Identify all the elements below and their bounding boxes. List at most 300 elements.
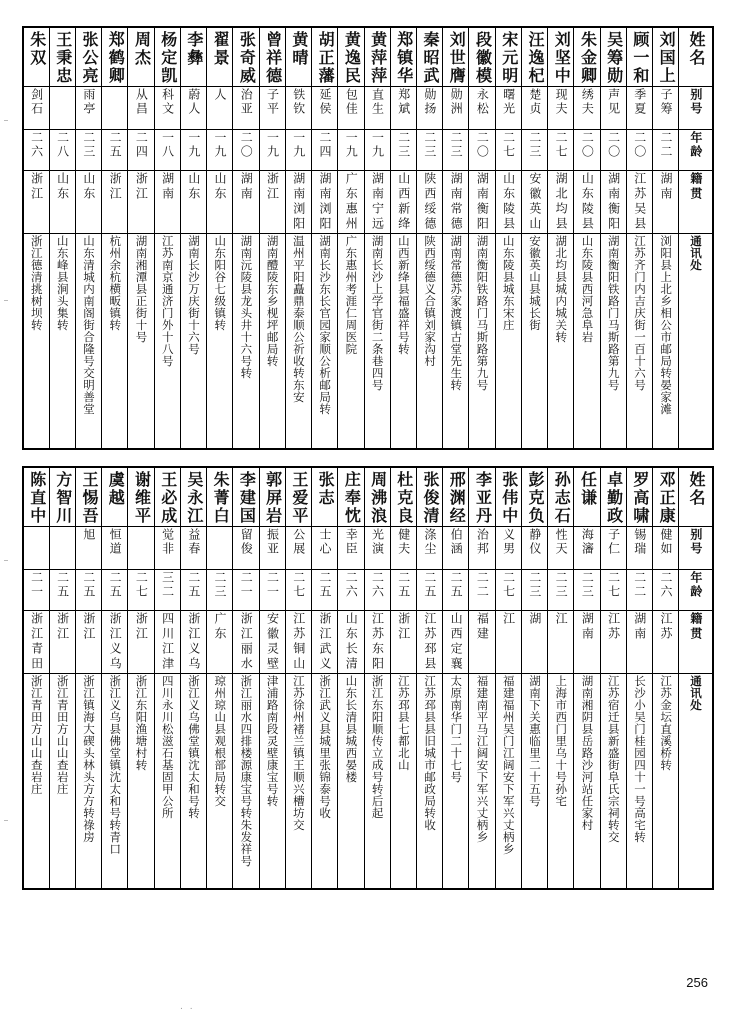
name-text: 谢维平 [132,471,152,525]
alias-text: 现夫 [554,88,569,116]
cell-name [574,467,600,527]
addr-text: 太原南华门二十七号 [449,675,464,783]
native-text: 湖南衡阳 [606,172,621,232]
cell-addr [600,234,626,450]
cell-alias [49,87,75,130]
cell-age [417,130,443,171]
cell-name [49,467,75,527]
native-text: 浙江武义 [317,612,332,672]
cell-alias [233,87,259,130]
cell-native [417,171,443,234]
name-text: 方智川 [53,471,73,525]
cell-age [75,130,101,171]
cell-addr [521,234,547,450]
cell-alias [574,527,600,570]
header-age [679,570,713,611]
native-text: 浙江 [134,612,149,642]
cell-native [49,171,75,234]
cell-alias [390,87,416,130]
roster-table-bottom [22,466,714,890]
cell-name [574,27,600,87]
age-text: 二五 [422,571,437,599]
age-text: 二五 [449,571,464,599]
name-text: 翟景 [211,31,231,67]
addr-text: 山东长清县城西晏楼 [344,675,359,783]
name-text: 吴筹勋 [604,31,624,85]
cell-age [207,130,233,171]
cell-name [233,27,259,87]
cell-age [390,570,416,611]
addr-text: 上海市西门里乌十号孙宅 [554,675,569,807]
name-text: 李建国 [237,471,257,525]
cell-addr [207,234,233,450]
cell-name [443,467,469,527]
alias-text: 性天 [554,528,569,556]
addr-text: 江苏邳县县旧城市邮政局转收 [423,675,438,831]
cell-age [443,570,469,611]
cell-addr [23,674,49,890]
native-text: 浙江义乌 [108,612,123,672]
cell-age [548,570,574,611]
cell-alias [285,87,311,130]
addr-text: 浙江武义县城里张锦泰号收 [318,675,333,819]
cell-name [207,27,233,87]
cell-native [600,611,626,674]
cell-alias [548,527,574,570]
cell-age [600,130,626,171]
name-text: 卓勤政 [604,471,624,525]
name-text: 王惕吾 [79,471,99,525]
age-text: 二〇 [632,131,647,159]
cell-name [417,467,443,527]
cell-age [338,130,364,171]
cell-alias [626,87,652,130]
cell-alias [102,87,128,130]
cell-addr [285,674,311,890]
cell-age [521,570,547,611]
age-text: 二〇 [239,131,254,159]
addr-text: 温州平阳矗鼎泰顺公祈收转东安 [291,235,306,403]
alias-text: 包佳 [344,88,359,116]
cell-addr [75,674,101,890]
addr-text: 山东峰县涧头集转 [55,235,70,331]
cell-name [23,467,49,527]
header-alias-text: 别号 [688,88,703,116]
cell-native [626,611,652,674]
cell-name [285,467,311,527]
name-text: 李亚丹 [473,471,493,525]
header-name-text: 姓名 [687,31,706,67]
age-text: 二三 [213,571,228,599]
cell-alias [338,527,364,570]
roster-row-alias [23,87,713,130]
cell-native [338,611,364,674]
cell-age [23,570,49,611]
addr-text: 湖南湘阴县岳路沙河站任家村 [580,675,595,831]
cell-alias [233,527,259,570]
native-text: 浙江 [29,172,44,202]
cell-name [521,467,547,527]
name-text: 虞越 [106,471,126,507]
cell-addr [469,234,495,450]
cell-addr [653,674,679,890]
name-text: 郑鹤卿 [106,31,126,85]
name-text: 刘世膺 [447,31,467,85]
native-text: 山东 [81,172,96,202]
name-text: 郭屏岩 [263,471,283,525]
cell-age [364,570,390,611]
alias-text: 勋扬 [422,88,437,116]
native-text: 江苏东阳 [370,612,385,672]
addr-text: 山东清城内南阁街合隆号交明善堂 [82,235,97,415]
cell-age [574,130,600,171]
native-text: 山东 [186,172,201,202]
age-text: 二四 [317,131,332,159]
cell-addr [417,674,443,890]
name-text: 任谦 [578,471,598,507]
cell-addr [49,234,75,450]
cell-alias [312,87,338,130]
cell-alias [653,527,679,570]
cell-name [469,27,495,87]
cell-native [154,611,180,674]
cell-addr [521,674,547,890]
age-text: 二四 [134,131,149,159]
addr-text: 浙江镇海大碶头林头方方转祿房 [82,675,97,843]
cell-age [548,130,574,171]
age-text: 二七 [291,571,306,599]
alias-text: 勋洲 [449,88,464,116]
cell-addr [102,234,128,450]
cell-addr [180,674,206,890]
addr-text: 湖南常德苏家渡镇古堂先生转 [449,235,464,391]
cell-native [128,171,154,234]
native-text: 四川江津 [160,612,175,672]
alias-text: 健夫 [396,528,411,556]
name-text: 吴永江 [184,471,204,525]
age-text: 二三 [81,131,96,159]
cell-addr [338,674,364,890]
cell-native [574,611,600,674]
cell-addr [653,234,679,450]
cell-native [417,611,443,674]
cell-name [128,467,154,527]
cell-alias [443,87,469,130]
age-text: 二五 [81,571,96,599]
name-text: 朱菁白 [211,471,231,525]
alias-text: 光演 [370,528,385,556]
cell-alias [128,87,154,130]
cell-alias [312,527,338,570]
roster-top-wrap [22,26,712,450]
native-text: 湖北均县 [554,172,569,232]
cell-name [259,467,285,527]
age-text: 二六 [344,571,359,599]
cell-alias [285,527,311,570]
cell-addr [574,234,600,450]
cell-addr [128,674,154,890]
age-text: 一八 [160,131,175,159]
cell-age [600,570,626,611]
addr-text: 福建南平马江阔安下军兴丈柄乡 [475,675,490,843]
cell-native [521,611,547,674]
addr-text: 湖南长沙东长官园家顺公析邮局转 [318,235,333,415]
name-text: 黄萍萍 [368,31,388,85]
cell-age [469,570,495,611]
name-text: 张俊清 [421,471,441,525]
roster-row-name [23,467,713,527]
age-text: 二五 [396,571,411,599]
header-age-text: 年龄 [688,131,703,159]
cell-alias [521,87,547,130]
cell-alias [207,87,233,130]
cell-alias [75,527,101,570]
cell-alias [23,527,49,570]
cell-native [364,171,390,234]
cell-addr [154,234,180,450]
name-text: 陈直中 [27,471,47,525]
alias-text: 子筹 [659,88,674,116]
cell-native [128,611,154,674]
header-native-text: 籍贯 [688,612,703,642]
cell-name [23,27,49,87]
roster-row-name [23,27,713,87]
spine-marks [0,0,12,1024]
cell-alias [259,527,285,570]
cell-native [285,171,311,234]
native-text: 江苏铜山 [291,612,306,672]
name-text: 朱双 [27,31,47,67]
alias-text: 蔚人 [186,88,201,116]
native-text: 山东长清 [344,612,359,672]
header-alias [679,87,713,130]
age-text: 二三 [554,571,569,599]
cell-alias [180,87,206,130]
cell-addr [469,674,495,890]
cell-name [548,27,574,87]
cell-native [600,171,626,234]
cell-native [102,171,128,234]
addr-text: 江苏齐门内吉庆街一百十六号 [632,235,647,391]
age-text: 二三 [527,131,542,159]
cell-native [312,171,338,234]
cell-native [180,171,206,234]
alias-text: 从昌 [134,88,149,116]
alias-text: 治邦 [475,528,490,556]
name-text: 庄奉忱 [342,471,362,525]
cell-age [23,130,49,171]
age-text: 一九 [265,131,280,159]
addr-text: 湖南衡阳铁路门马斯路第九号 [475,235,490,391]
native-text: 山东 [213,172,228,202]
cell-age [154,570,180,611]
cell-alias [364,87,390,130]
addr-text: 广东惠州考涯仁周医院 [344,235,359,355]
cell-alias [495,87,521,130]
addr-text: 山东阳谷七级镇转 [213,235,228,331]
native-text: 安徽灵壁 [265,612,280,672]
roster-row-addr [23,234,713,450]
native-text: 安徽英山 [527,172,542,232]
addr-text: 湖南醴陵东乡枧坪邮局转 [265,235,280,367]
cell-native [154,171,180,234]
age-text: 二七 [134,571,149,599]
cell-addr [443,234,469,450]
cell-addr [75,234,101,450]
cell-age [364,130,390,171]
age-text: 二八 [55,131,70,159]
cell-age [154,130,180,171]
cell-alias [626,527,652,570]
name-text: 刘坚中 [552,31,572,85]
cell-age [653,570,679,611]
cell-name [49,27,75,87]
cell-alias [102,527,128,570]
cell-name [102,467,128,527]
age-text: 二〇 [580,131,595,159]
cell-alias [364,527,390,570]
alias-text: 剑石 [29,88,44,116]
cell-alias [417,527,443,570]
cell-age [233,570,259,611]
age-text: 二五 [55,571,70,599]
cell-addr [574,674,600,890]
addr-text: 琼州琼山县观根部局转交 [213,675,228,807]
cell-alias [338,87,364,130]
cell-native [233,611,259,674]
name-text: 邢渊经 [447,471,467,525]
cell-native [495,171,521,234]
cell-addr [443,674,469,890]
header-name [679,467,713,527]
addr-text: 福建福州吴门江阔安下军兴丈柄乡 [501,675,516,855]
cell-addr [180,234,206,450]
name-text: 曾祥德 [263,31,283,85]
native-text: 江苏 [606,612,621,642]
addr-text: 四川永川松滋石基固甲公所 [160,675,175,819]
cell-age [49,130,75,171]
native-text: 浙江义乌 [186,612,201,672]
cell-native [338,171,364,234]
cell-name [180,27,206,87]
name-text: 罗高啸 [630,471,650,525]
addr-text: 山东陵县城东宋庄 [501,235,516,331]
cell-age [443,130,469,171]
cell-alias [154,87,180,130]
cell-native [102,611,128,674]
cell-addr [128,234,154,450]
cell-addr [102,674,128,890]
name-text: 郑镇华 [394,31,414,85]
alias-text: 静仪 [527,528,542,556]
cell-name [154,467,180,527]
header-native [679,611,713,674]
alias-text: 人 [213,88,228,102]
cell-native [626,171,652,234]
header-native-text: 籍贯 [688,172,703,202]
native-text: 陕西绥德 [422,172,437,232]
cell-alias [207,527,233,570]
alias-text: 幸臣 [344,528,359,556]
table-gap [22,450,712,466]
cell-alias [49,527,75,570]
addr-text: 津浦路南段灵壁康宝号转 [265,675,280,807]
native-text: 湖南 [239,172,254,202]
addr-text: 浙江丽水四排楼源康宝号转朱发祥号 [239,675,254,867]
cell-age [626,130,652,171]
cell-age [259,570,285,611]
cell-age [102,570,128,611]
cell-name [233,467,259,527]
name-text: 刘国上 [657,31,677,85]
name-text: 顾一和 [630,31,650,85]
cell-native [443,171,469,234]
addr-text: 陕西绥德义合镇刘家沟村 [423,235,438,367]
cell-age [469,130,495,171]
cell-alias [259,87,285,130]
name-text: 王爱平 [289,471,309,525]
cell-alias [75,87,101,130]
alias-text: 子平 [265,88,280,116]
cell-name [443,27,469,87]
name-text: 邓正康 [657,471,677,525]
name-text: 秦昭武 [421,31,441,85]
cell-addr [548,674,574,890]
name-text: 朱金卿 [578,31,598,85]
header-name [679,27,713,87]
alias-text: 士心 [317,528,332,556]
native-text: 山东 [55,172,70,202]
cell-native [285,611,311,674]
cell-alias [600,527,626,570]
cell-native [574,171,600,234]
alias-text: 绣夫 [580,88,595,116]
alias-text: 公展 [291,528,306,556]
cell-age [49,570,75,611]
alias-text: 子仁 [606,528,621,556]
name-text: 张伟中 [499,471,519,525]
name-text: 胡正藩 [316,31,336,85]
native-text: 浙江 [81,612,96,642]
alias-text: 楚贞 [527,88,542,116]
cell-alias [23,87,49,130]
cell-name [364,27,390,87]
addr-text: 山西新绛县福盛祥号转 [396,235,411,355]
age-text: 二二 [659,131,674,159]
cell-name [417,27,443,87]
native-text: 浙江 [55,612,70,642]
addr-text: 湖南长沙上学官街二条巷四号 [370,235,385,391]
age-text: 一九 [370,131,385,159]
native-text: 浙江 [265,172,280,202]
cell-name [75,27,101,87]
cell-native [390,611,416,674]
addr-text: 江苏徐州褚兰镇王顺兴槽坊交 [291,675,306,831]
cell-name [207,467,233,527]
cell-alias [443,527,469,570]
cell-native [75,171,101,234]
cell-addr [233,234,259,450]
name-text: 周杰 [132,31,152,67]
native-text: 江苏吴县 [632,172,647,232]
cell-addr [233,674,259,890]
cell-alias [180,527,206,570]
age-text: 二五 [317,571,332,599]
name-text: 彭克负 [525,471,545,525]
cell-native [233,171,259,234]
header-addr [679,674,713,890]
cell-native [312,611,338,674]
